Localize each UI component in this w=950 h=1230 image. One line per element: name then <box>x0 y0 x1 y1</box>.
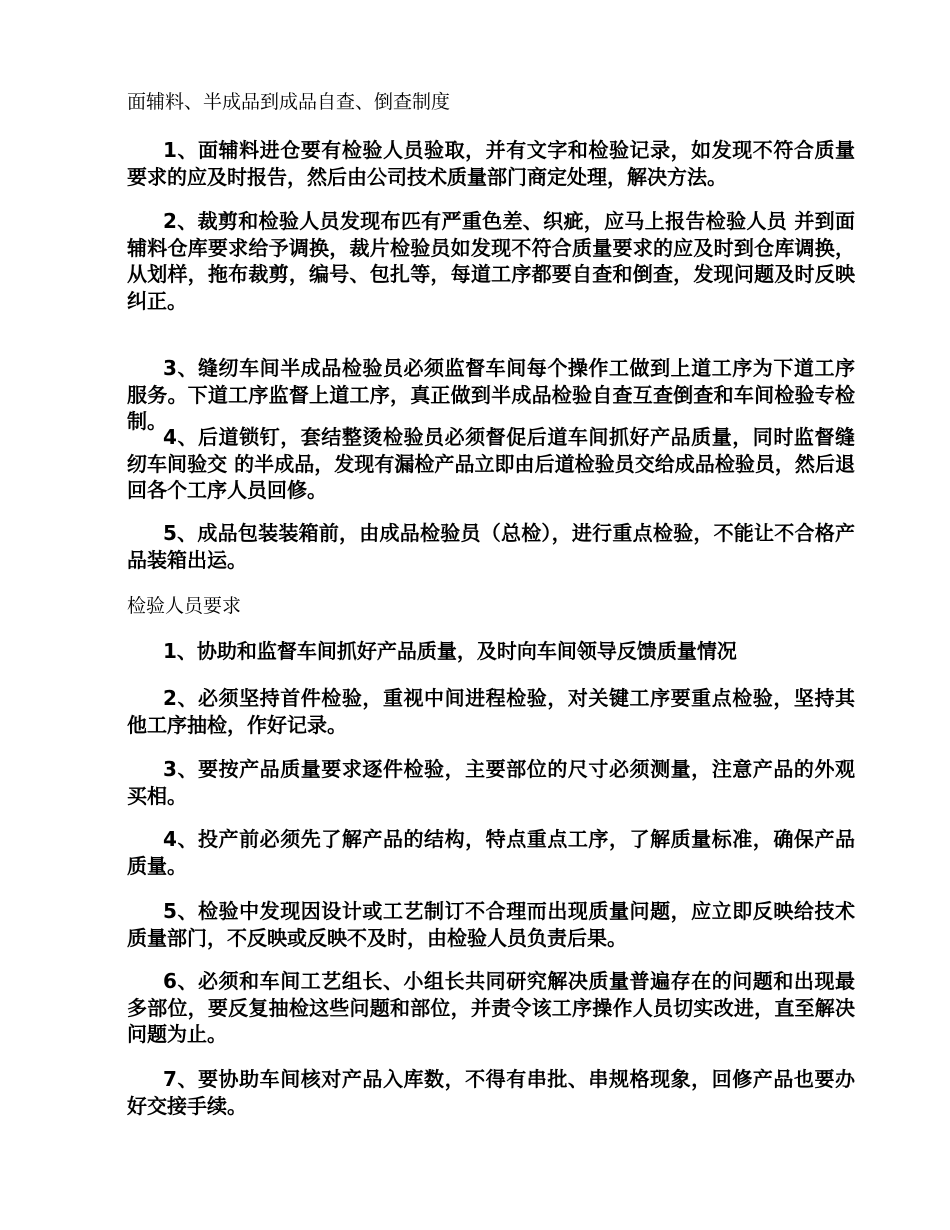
paragraph: 4、后道锁钉，套结整烫检验员必须督促后道车间抓好产品质量，同时监督缝纫车间验交 的半成品，发现有漏检产品立即由后道检验员交给成品检验员，然后退回各个工序人员回修。 <box>127 425 855 502</box>
paragraph: 6、必须和车间工艺组长、小组长共同研究解决质量普遍存在的问题和出现最多部位，要反复抽检这些问题和部位，并责令该工序操作人员切实改进，直至解决问题为止。 <box>127 969 855 1046</box>
paragraph: 4、投产前必须先了解产品的结构，特点重点工序，了解质量标准，确保产品质量。 <box>127 827 855 878</box>
section-title: 检验人员要求 <box>127 595 242 617</box>
section-title: 面辅料、半成品到成品自查、倒查制度 <box>127 91 451 113</box>
paragraph: 3、要按产品质量要求逐件检验，主要部位的尺寸必须测量，注意产品的外观买相。 <box>127 757 855 808</box>
paragraph: 1、面辅料进仓要有检验人员验取，并有文字和检验记录，如发现不符合质量要求的应及时报告，然后由公司技术质量部门商定处理，解决方法。 <box>127 138 855 189</box>
paragraph: 5、成品包装装箱前，由成品检验员（总检），进行重点检验，不能让不合格产品装箱出运。 <box>127 521 855 572</box>
paragraph: 2、必须坚持首件检验，重视中间进程检验，对关键工序要重点检验，坚持其他工序抽检，作好记录。 <box>127 686 855 737</box>
paragraph: 2、裁剪和检验人员发现布匹有严重色差、织疵，应马上报告检验人员 并到面辅料仓库要求给予调换，裁片检验员如发现不符合质量要求的应及时到仓库调换，从划样，拖布裁剪，编号、包扎等，每道工序都要自查和倒查，发现问题及时反映纠正。 <box>127 209 855 313</box>
paragraph: 5、检验中发现因设计或工艺制订不合理而出现质量问题，应立即反映给技术质量部门，不反映或反映不及时，由检验人员负责后果。 <box>127 899 855 950</box>
paragraph: 3、缝纫车间半成品检验员必须监督车间每个操作工做到上道工序为下道工序服务。下道工序监督上道工序，真正做到半成品检验自查互查倒查和车间检验专检制。 <box>127 356 855 433</box>
paragraph: 1、协助和监督车间抓好产品质量，及时向车间领导反馈质量情况 <box>163 639 737 663</box>
paragraph: 7、要协助车间核对产品入库数，不得有串批、串规格现象，回修产品也要办好交接手续。 <box>127 1067 855 1118</box>
